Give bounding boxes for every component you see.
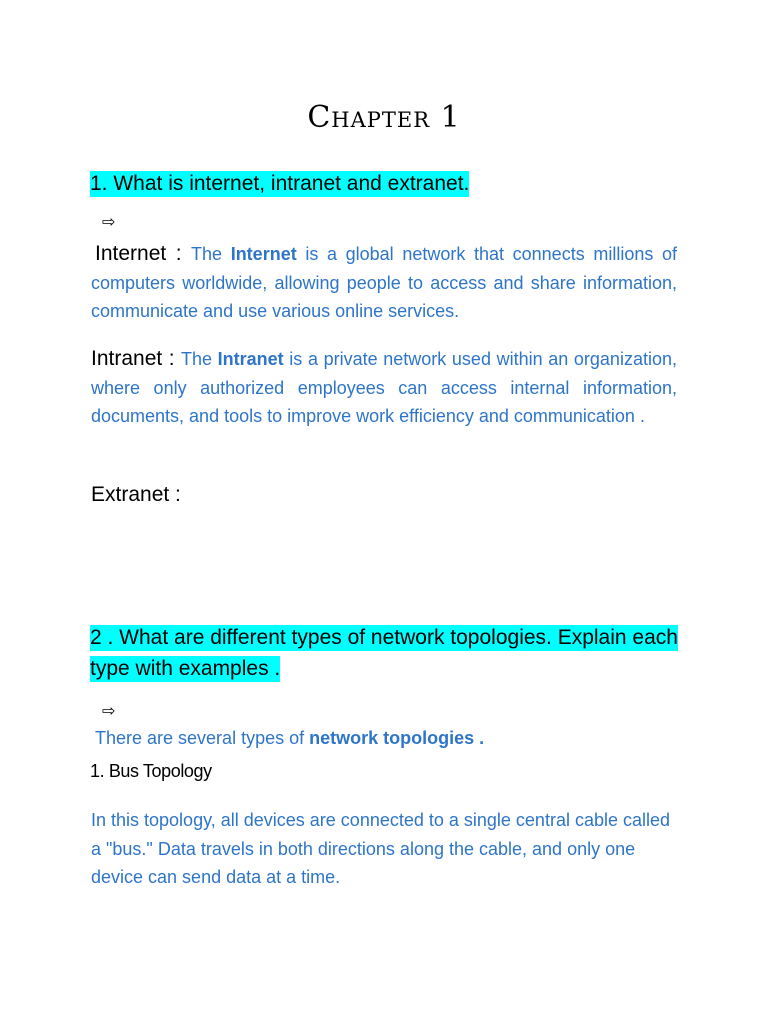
bus-topology-heading: 1. Bus Topology bbox=[90, 761, 212, 781]
topologies-intro bbox=[95, 728, 484, 749]
intranet-separator: : bbox=[162, 347, 181, 370]
intranet-definition bbox=[91, 345, 677, 431]
intranet-article: The bbox=[181, 349, 218, 369]
question-2-text: 2 . What are different types of network topologies. Explain each type with examples . bbox=[90, 626, 678, 680]
question-1-text: 1. What is internet, intranet and extranet. bbox=[90, 172, 470, 195]
extranet-term: Extranet bbox=[91, 483, 170, 506]
bus-topology-description: In this topology, all devices are connected to a single central cable called a "bus." Data travels in both directions along the cable, and only one device can send data at a time. bbox=[91, 810, 671, 887]
internet-definition bbox=[91, 240, 677, 326]
extranet-separator: : bbox=[169, 483, 181, 506]
question-2 bbox=[90, 622, 690, 684]
internet-description: is a global network that connects millions of computers worldwide, allowing people to access and share information, communicate and use various online services. bbox=[91, 244, 677, 321]
question-1 bbox=[90, 168, 469, 199]
intranet-description: is a private network used within an organization, where only authorized employees can access internal information, documents, and tools to improve work efficiency and communication . bbox=[91, 349, 677, 426]
extranet-definition bbox=[91, 481, 677, 510]
internet-separator: : bbox=[166, 242, 192, 265]
internet-article: The bbox=[191, 244, 231, 264]
topologies-intro-prefix: There are several types of bbox=[95, 728, 310, 748]
internet-bold: Internet bbox=[230, 244, 297, 264]
chapter-title: Chapter 1 bbox=[307, 100, 461, 135]
intranet-term: Intranet bbox=[91, 347, 163, 370]
intranet-bold: Intranet bbox=[217, 349, 284, 369]
topologies-intro-bold: network topologies . bbox=[309, 728, 485, 748]
answer-arrow-icon: ⇨ bbox=[102, 703, 116, 720]
answer-arrow-icon: ⇨ bbox=[102, 214, 116, 231]
internet-term: Internet bbox=[95, 242, 167, 265]
